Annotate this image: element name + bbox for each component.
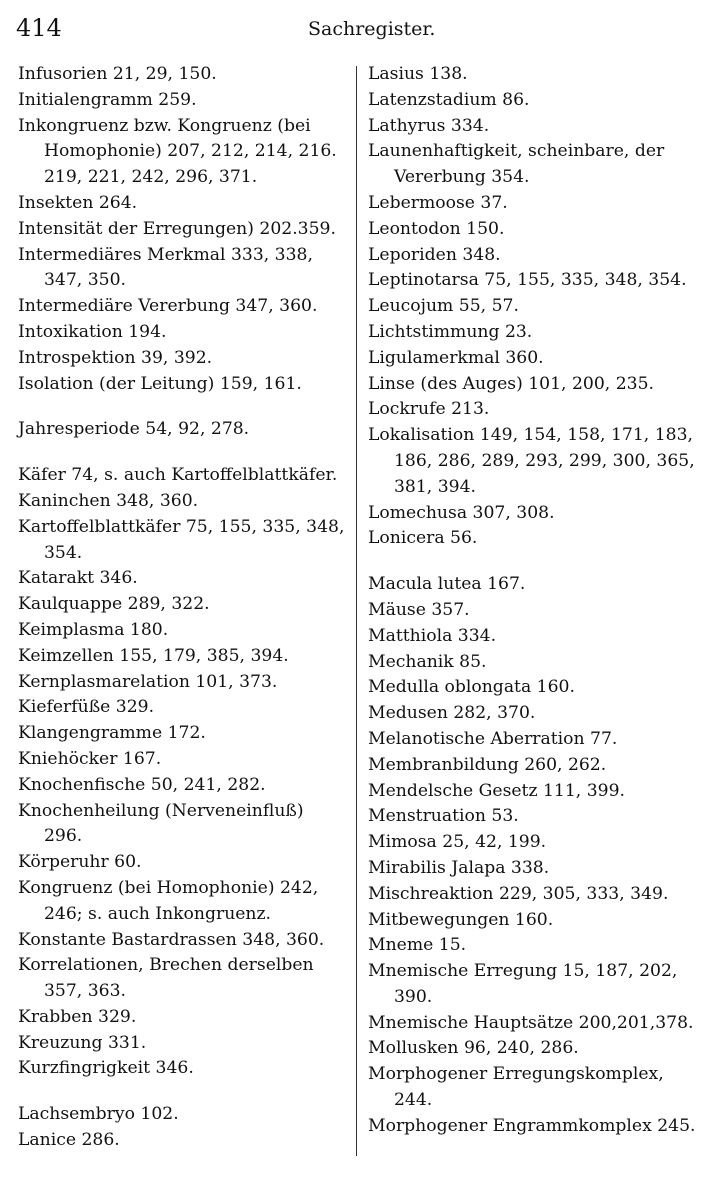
index-entry: Inkongruenz bzw. Kongruenz (bei Homophonie) 207, 212, 214, 216. 219, 221, 242, 296, 371.	[18, 115, 337, 188]
index-entry: Lokalisation 149, 154, 158, 171, 183, 186, 286, 289, 293, 299, 300, 365, 381, 394.	[368, 425, 695, 497]
index-entry: Mirabilis Jalapa 338.	[368, 857, 550, 878]
index-entry: Mitbewegungen 160.	[368, 909, 554, 930]
index-entry: Intoxikation 194.	[18, 321, 167, 342]
index-entry: Mäuse 357.	[368, 599, 470, 620]
index-entry: Knochenfische 50, 241, 282.	[18, 774, 266, 795]
index-entry: Launenhaftigkeit, scheinbare, der Vererbung 354.	[368, 141, 665, 188]
index-entry: Morphogener Engrammkomplex 245.	[368, 1115, 696, 1136]
index-entry: Menstruation 53.	[368, 806, 519, 827]
index-entry: Katarakt 346.	[18, 568, 138, 589]
index-entry: Jahresperiode 54, 92, 278.	[18, 419, 250, 440]
running-head-title: Sachregister.	[308, 18, 436, 40]
index-entry: Kaninchen 348, 360.	[18, 490, 199, 511]
index-entry: Matthiola 334.	[368, 625, 497, 646]
index-entry: Krabben 329.	[18, 1006, 137, 1027]
index-entry: Latenzstadium 86.	[368, 89, 530, 110]
index-entry: Kurzfingrigkeit 346.	[18, 1058, 194, 1079]
index-entry: Introspektion 39, 392.	[18, 347, 213, 368]
index-entry: Lebermoose 37.	[368, 192, 508, 213]
index-entry: Korrelationen, Brechen derselben 357, 363.	[18, 955, 314, 1002]
index-entry: Kaulquappe 289, 322.	[18, 594, 210, 615]
index-entry: Mimosa 25, 42, 199.	[368, 832, 547, 853]
index-entry: Kartoffelblattkäfer 75, 155, 335, 348, 354.	[18, 516, 345, 563]
index-entry: Leptinotarsa 75, 155, 335, 348, 354.	[368, 270, 687, 291]
index-entry: Käfer 74, s. auch Kartoffelblattkäfer.	[18, 465, 338, 486]
index-entry: Keimzellen 155, 179, 385, 394.	[18, 645, 289, 666]
index-entry: Kieferfüße 329.	[18, 697, 155, 718]
index-entry: Kniehöcker 167.	[18, 748, 162, 769]
index-column-right	[368, 62, 701, 1140]
letter-section-gap	[18, 1082, 346, 1102]
index-entry: Lomechusa 307, 308.	[368, 502, 555, 523]
letter-section-gap	[18, 443, 346, 463]
index-entry: Initialengramm 259.	[18, 89, 197, 110]
index-entry: Mnemische Hauptsätze 200,201,378.	[368, 1012, 694, 1033]
index-entry: Lonicera 56.	[368, 528, 478, 549]
column-divider	[356, 66, 357, 1156]
index-entry: Kernplasmarelation 101, 373.	[18, 671, 278, 692]
index-entry: Insekten 264.	[18, 192, 138, 213]
index-entry: Membranbildung 260, 262.	[368, 754, 607, 775]
index-entry: Mnemische Erregung 15, 187, 202, 390.	[368, 961, 678, 1007]
index-entry: Lathyrus 334.	[368, 115, 490, 136]
index-entry: Leucojum 55, 57.	[368, 296, 519, 317]
index-entry: Medulla oblongata 160.	[368, 677, 575, 698]
index-entry: Lachsembryo 102.	[18, 1104, 179, 1125]
index-entry: Mneme 15.	[368, 935, 467, 956]
index-entry: Medusen 282, 370.	[368, 703, 536, 724]
index-entry: Infusorien 21, 29, 150.	[18, 64, 217, 84]
index-entry: Körperuhr 60.	[18, 852, 142, 873]
index-entry: Knochenheilung (Nerveneinfluß) 296.	[18, 800, 304, 847]
index-entry: Kongruenz (bei Homophonie) 242, 246; s. auch Inkongruenz.	[18, 877, 319, 924]
index-entry: Isolation (der Leitung) 159, 161.	[18, 373, 302, 394]
index-entry: Ligulamerkmal 360.	[368, 347, 544, 368]
index-entry: Mischreaktion 229, 305, 333, 349.	[368, 883, 669, 904]
page-number: 414	[16, 14, 62, 42]
index-column-left	[18, 62, 346, 1154]
index-entry: Konstante Bastardrassen 348, 360.	[18, 929, 325, 950]
index-entry: Intermediäre Vererbung 347, 360.	[18, 296, 318, 317]
page-header	[16, 10, 697, 50]
index-entry: Macula lutea 167.	[368, 574, 526, 595]
index-entry: Lanice 286.	[18, 1130, 120, 1151]
index-entry: Lasius 138.	[368, 64, 468, 84]
letter-section-gap	[368, 552, 701, 572]
letter-section-gap	[18, 397, 346, 417]
index-entry: Klangengramme 172.	[18, 723, 206, 744]
index-entry: Morphogener Erregungskomplex, 244.	[368, 1064, 664, 1111]
index-entry: Mollusken 96, 240, 286.	[368, 1038, 579, 1059]
index-entry: Lockrufe 213.	[368, 399, 490, 420]
index-entry: Lichtstimmung 23.	[368, 321, 533, 342]
index-entry: Intermediäres Merkmal 333, 338, 347, 350.	[18, 244, 313, 291]
index-entry: Intensität der Erregungen) 202.359.	[18, 218, 336, 239]
index-entry: Leporiden 348.	[368, 244, 501, 265]
index-entry: Melanotische Aberration 77.	[368, 728, 618, 749]
index-entry: Mendelsche Gesetz 111, 399.	[368, 780, 625, 801]
index-entry: Keimplasma 180.	[18, 619, 169, 640]
index-entry: Kreuzung 331.	[18, 1032, 147, 1053]
index-entry: Linse (des Auges) 101, 200, 235.	[368, 373, 654, 394]
index-entry: Mechanik 85.	[368, 651, 487, 672]
index-entry: Leontodon 150.	[368, 218, 505, 239]
